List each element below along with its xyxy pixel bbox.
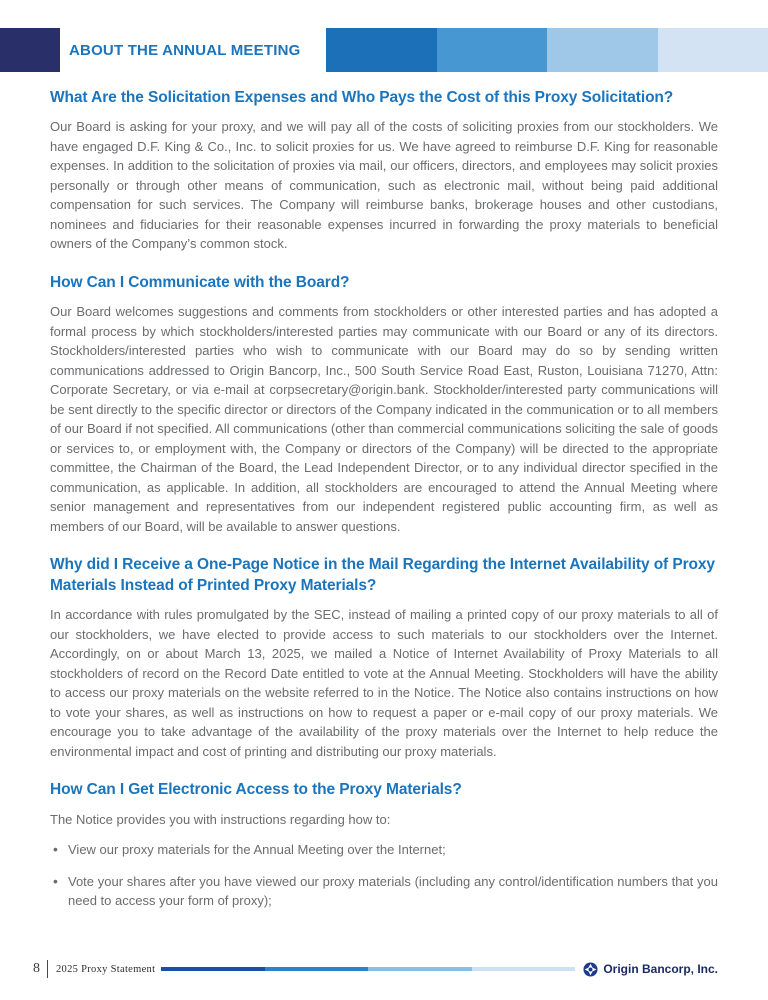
color-block bbox=[265, 967, 369, 971]
navy-accent-block bbox=[0, 28, 60, 72]
question-heading: How Can I Communicate with the Board? bbox=[50, 273, 350, 291]
page-footer bbox=[33, 959, 718, 979]
page-number: 8 bbox=[33, 961, 40, 976]
page-content bbox=[50, 88, 718, 930]
company-name: Origin Bancorp, Inc. bbox=[603, 962, 718, 976]
color-block bbox=[658, 28, 768, 72]
question-heading: Why did I Receive a One-Page Notice in the Mail Regarding the Internet Availability of Proxy Materials Instead of Printed Proxy Materials? bbox=[50, 556, 715, 594]
section-communicate-with-board bbox=[50, 273, 718, 536]
color-block bbox=[368, 967, 472, 971]
color-block bbox=[326, 28, 437, 72]
footer-gradient-rule bbox=[161, 967, 575, 971]
question-heading: How Can I Get Electronic Access to the Proxy Materials? bbox=[50, 781, 462, 799]
section-solicitation-expenses bbox=[50, 88, 718, 254]
color-block bbox=[472, 967, 576, 971]
list-item: • View our proxy materials for the Annual Meeting over the Internet; bbox=[50, 840, 718, 860]
body-paragraph: Our Board welcomes suggestions and comments from stockholders or other interested parties and has adopted a formal process by which stockholders/interested parties may communicate with our Board or any of its directors. Stockholders/interested parties who wish to communicate with our Board may do so by sending written communications addressed to Origin Bancorp, Inc., 500 South Service Road East, Ruston, Louisiana 71270, Attn: Corporate Secretary, or via e-mail at corpsecretary@origin.bank. Stockholder/interested party communications will be sent directly to the specific director or directors of the Company indicated in the communication or to all members of our Board if not specified. All communications (other than commercial communications soliciting the sale of goods or services to, or employment with, the Company or directors of the Company) will be directed to the appropriate committee, the Chairman of the Board, the Lead Independent Director, or to any individual director specified in the communication, as applicable. In addition, all stockholders are encouraged to attend the Annual Meeting where senior management and representatives from our independent registered public accounting firm, as well as members of our Board, will be available to answer questions. bbox=[50, 304, 718, 534]
color-block bbox=[437, 28, 548, 72]
body-paragraph: Our Board is asking for your proxy, and we will pay all of the costs of soliciting proxies from our stockholders. We have engaged D.F. King & Co., Inc. to solicit proxies for us. We have agreed to reimburse D.F. King for reasonable expenses. In addition to the solicitation of proxies via mail, our officers, directors, and employees may solicit proxies personally or through other means of communication, such as electronic mail, without being paid additional compensation for such services. The Company will reimburse banks, brokerage houses and other custodians, nominees and fiduciaries for their reasonable expenses incurred in forwarding the proxy materials to beneficial owners of the Company’s common stock. bbox=[50, 119, 718, 252]
body-paragraph: In accordance with rules promulgated by the SEC, instead of mailing a printed copy of our proxy materials to all of our stockholders, we have elected to provide access to such materials to our stockholders over the Internet. Accordingly, on or about March 13, 2025, we mailed a Notice of Internet Availability of Proxy Materials to all stockholders of record on the Record Date entitled to vote at the Annual Meeting. Stockholders will have the ability to access our proxy materials on the website referred to in the Notice. The Notice also contains instructions on how to vote your shares, as well as instructions on how to request a paper or e-mail copy of our proxy materials. We encourage you to take advantage of the availability of the proxy materials over the Internet to help reduce the environmental impact and cost of printing and distributing our proxy materials. bbox=[50, 607, 718, 759]
section-title: ABOUT THE ANNUAL MEETING bbox=[69, 41, 301, 59]
header-color-blocks bbox=[326, 28, 768, 72]
color-block bbox=[161, 967, 265, 971]
question-heading: What Are the Solicitation Expenses and Who Pays the Cost of this Proxy Solicitation? bbox=[50, 89, 674, 106]
section-header-band bbox=[0, 28, 768, 72]
origin-bancorp-globe-logo-icon bbox=[583, 962, 598, 977]
document-title: 2025 Proxy Statement bbox=[56, 963, 156, 975]
color-block bbox=[547, 28, 658, 72]
instruction-list bbox=[50, 840, 718, 911]
list-item: • Vote your shares after you have viewed our proxy materials (including any control/identification numbers that you need to access your form of proxy); bbox=[50, 872, 718, 911]
bullet-list-intro: The Notice provides you with instructions regarding how to: bbox=[50, 811, 391, 827]
footer-divider bbox=[47, 960, 48, 978]
section-electronic-access bbox=[50, 780, 718, 910]
section-notice-internet-availability bbox=[50, 555, 718, 761]
